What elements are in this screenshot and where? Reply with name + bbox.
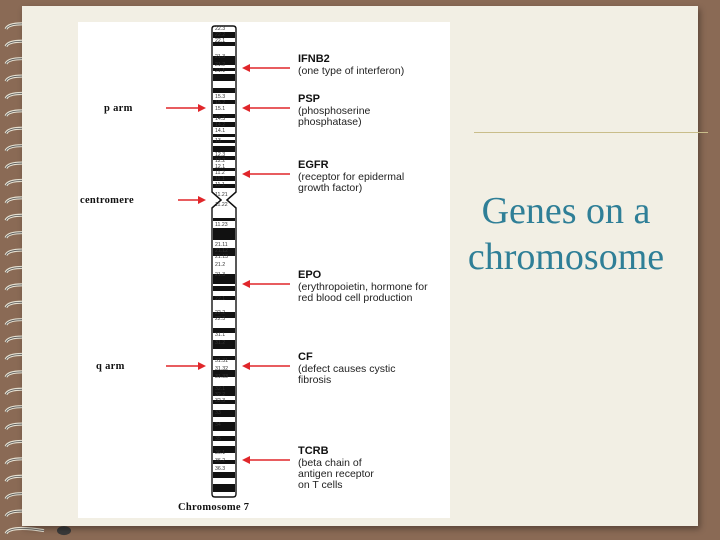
arrow [166, 104, 206, 112]
band-label: 35 [215, 436, 221, 442]
band-label: 21.12 [215, 248, 228, 254]
band-label: 31.33 [215, 374, 228, 380]
side-label-p-arm: p arm [104, 103, 133, 114]
chromosome-band [213, 472, 235, 478]
band-label: 12.1 [215, 164, 226, 170]
gene-name: TCRB [298, 445, 329, 457]
band-label: 13 [215, 138, 221, 144]
arrow [242, 170, 290, 178]
band-label: 12.3 [215, 152, 226, 158]
band-label: 36.1 [215, 450, 226, 456]
gene-label-psp [298, 93, 371, 128]
band-label: 15.1 [215, 106, 226, 112]
arrow [242, 456, 290, 464]
gene-label-tcrb [298, 445, 374, 491]
chromosome-figure [78, 22, 450, 518]
gene-name: IFNB2 [298, 53, 330, 65]
band-label: 15.3 [215, 94, 226, 100]
gene-description: growth factor) [298, 182, 363, 194]
band-label: 14.1 [215, 128, 226, 134]
gene-description: red blood cell production [298, 292, 413, 304]
slide-title: Genes on a chromosome [467, 190, 665, 278]
band-label: 11.1 [215, 182, 225, 188]
gene-description: phosphatase) [298, 116, 362, 128]
gene-label-egfr [298, 159, 404, 194]
gene-label-epo [298, 269, 428, 304]
chromosome-band [213, 286, 235, 291]
gene-description: (beta chain of [298, 457, 362, 469]
band-label: 14.2 [215, 122, 226, 128]
chromosome-band [213, 74, 235, 81]
band-label: 11.22 [215, 202, 228, 208]
band-label: 22.1 [215, 296, 226, 302]
band-label: 31.32 [215, 366, 228, 372]
chromosome-band [213, 218, 235, 221]
gene-name: EPO [298, 269, 322, 281]
gene-name: EGFR [298, 159, 329, 171]
band-label: 31.1 [215, 332, 226, 338]
band-label: 36.3 [215, 466, 226, 472]
spiral-ring [6, 526, 71, 535]
band-label: 22.2 [215, 310, 226, 316]
band-label: 36.2 [215, 458, 226, 464]
band-label: 32.3 [215, 398, 226, 404]
band-label: 14.3 [215, 116, 226, 122]
title-divider [474, 132, 708, 133]
gene-label-cf [298, 351, 395, 386]
arrow [242, 64, 290, 72]
arrow [166, 362, 206, 370]
band-label: 11.2 [215, 170, 225, 176]
band-label: 12.2 [215, 158, 226, 164]
band-label: 21.3 [215, 272, 226, 278]
gene-name: CF [298, 351, 313, 363]
arrow [242, 104, 290, 112]
chromosome-band [213, 228, 235, 240]
band-label: 31.2 [215, 340, 226, 346]
side-label-q-arm: q arm [96, 361, 125, 372]
band-label: 32.1 [215, 386, 226, 392]
gene-name: PSP [298, 93, 321, 105]
gene-description: antigen receptor [298, 468, 374, 480]
side-label-centromere: centromere [80, 195, 134, 206]
band-label: 33 [215, 410, 221, 416]
gene-description: on T cells [298, 479, 343, 491]
band-label: 21.13 [215, 254, 228, 260]
band-label: 21.1 [215, 68, 226, 74]
band-label: 31.31 [215, 358, 228, 364]
arrow [242, 362, 290, 370]
figure-caption: Chromosome 7 [178, 502, 250, 513]
gene-description: (receptor for epidermal [298, 171, 405, 183]
gene-label-ifnb2 [298, 53, 404, 77]
chromosome-band [213, 88, 235, 93]
band-label: 21.2 [215, 62, 226, 68]
band-label: 22.3 [215, 316, 226, 322]
arrow [242, 280, 290, 288]
band-label: 34 [215, 422, 221, 428]
band-label: 21.3 [215, 54, 226, 60]
band-label: 11.23 [215, 222, 228, 228]
gene-description: fibrosis [298, 374, 332, 386]
band-label: 11.21 [215, 192, 228, 198]
band-label: 22.1 [215, 38, 226, 44]
band-label: 22.2 [215, 32, 226, 38]
arrow [178, 196, 206, 204]
band-label: 11.1 [215, 176, 225, 182]
band-label: 22.3 [215, 26, 226, 32]
band-label: 21.2 [215, 262, 226, 268]
band-label: 15.2 [215, 100, 226, 106]
gene-description: (defect causes cystic [298, 363, 396, 375]
chromosome-band [213, 134, 235, 137]
gene-description: (phosphoserine [298, 105, 371, 117]
gene-description: (one type of interferon) [298, 65, 405, 77]
gene-description: (erythropoietin, hormone for [298, 281, 428, 293]
band-label: 21.11 [215, 242, 228, 248]
chromosome-band [213, 484, 235, 492]
band-label: 32.2 [215, 392, 226, 398]
